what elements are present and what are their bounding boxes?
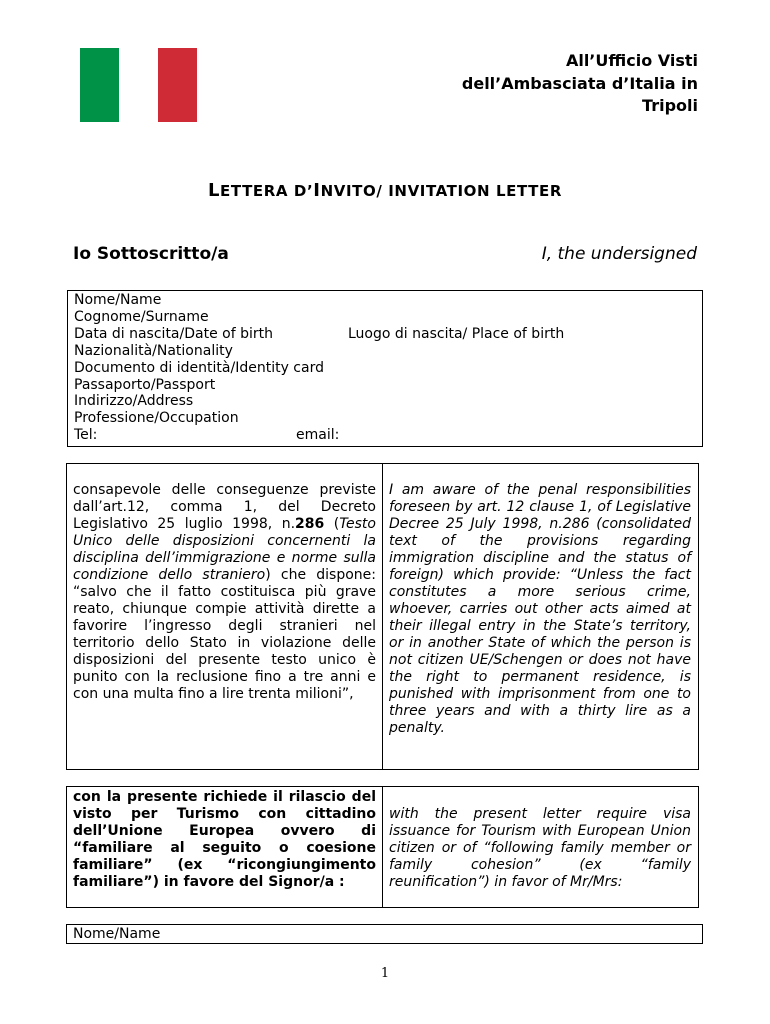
italian-flag [80,48,197,122]
undersigned-english: I, the undersigned [541,244,697,264]
field-nationality: Nazionalità/Nationality [74,342,233,359]
field-contact-row [74,427,696,444]
field-birth-place: Luogo di nascita/ Place of birth [348,325,565,342]
field-occupation: Professione/Occupation [74,410,239,427]
beneficiary-name-field [66,924,703,944]
title-part-ettera: ETTERA D’ [220,182,314,200]
field-name: Nome/Name [74,292,162,308]
addressee-line-3: Tripoli [642,96,698,115]
column-divider [382,787,383,907]
page-number: 1 [380,966,390,981]
request-english: with the present letter require visa issuance for Tourism with European Union citizen or of “following family member or family cohesion” (ex “family reunification”) in favor of Mr/Mrs: [389,806,691,890]
title-initial-i: I [313,180,321,201]
field-birth-row [74,326,696,343]
field-email: email: [296,427,340,444]
addressee-line-2: dell’Ambasciata d’Italia in [461,73,698,93]
awareness-it-law-number: 286 [295,516,325,532]
field-passport: Passaporto/Passport [74,376,216,393]
title-part-nvito: NVITO [320,182,377,200]
field-tel: Tel: [74,427,98,444]
awareness-it-law-title: Testo Unico delle disposizioni concernenti la disciplina dell’immigrazione e norme sulla condizione dello straniero [73,516,376,583]
addressee [378,50,698,118]
awareness-english: I am aware of the penal responsibilities foreseen by art. 12 clause 1, of Legislative Decree 25 July 1998, n.286 (consolidated text of the provisions regarding immigration discipline and the status of foreign) which provide: “Unless the fact constitutes a more serious crime, whoever, carries out other acts aimed at their illegal entry in the State’s territory, or in another State of which the person is not citizen UE/Schengen or does not have the right to permanent residence, is punished with imprisonment from one to three years and with a thirty lire as a penalty. [389,482,691,736]
request-italian: con la presente richiede il rilascio del visto per Turismo con cittadino dell’Unione Europea ovvero di “familiare al seguito o coesione familiare” (ex “ricongiungimento familiare”) in favore del Signor/a : [73,789,376,890]
document-title [0,180,770,201]
awareness-it-part-1: consapevole delle conseguenze previste dall’art.12, comma 1, del Decreto Legislativo 25 luglio 1998, n. [73,482,376,532]
awareness-declaration-box [66,463,699,770]
flag-green-stripe [80,48,119,122]
visa-request-box [66,786,699,908]
column-divider [382,464,383,769]
identity-fields-box [67,290,703,447]
awareness-it-part-3: ) che dispone: “salvo che il fatto costituisca più grave reato, chiunque compie attività dirette a favorire l’ingresso degli stranieri nel territorio dello Stato in violazione delle disposizioni del presente testo unico è punito con la reclusione fino a tre anni e con una multa fino a lire trenta milioni”, [73,567,376,702]
field-address: Indirizzo/Address [74,393,194,410]
beneficiary-name-label: Nome/Name [73,926,161,942]
flag-red-stripe [158,48,197,122]
field-id-card: Documento di identità/Identity card [74,359,324,376]
title-part-english: / INVITATION LETTER [376,182,563,200]
awareness-italian [73,482,376,703]
awareness-it-part-2: ( [324,516,340,532]
title-initial-l: L [207,180,221,201]
undersigned-italian: Io Sottoscritto/a [73,244,229,264]
field-birth-date: Data di nascita/Date of birth [74,325,273,342]
field-surname: Cognome/Surname [74,308,209,325]
flag-white-stripe [119,48,158,122]
addressee-line-1: All’Ufficio Visti [565,51,698,70]
